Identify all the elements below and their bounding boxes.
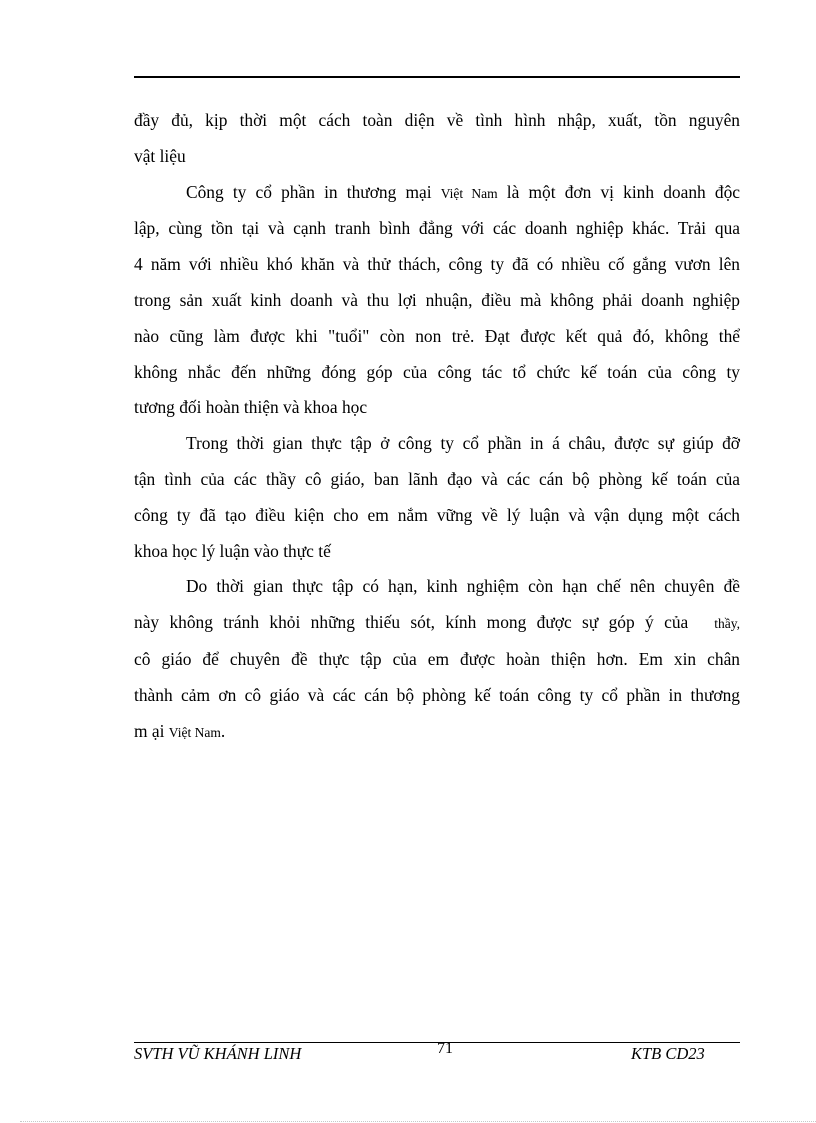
paragraph-3-line-2: tận tình của các thầy cô giáo, ban lãnh đạo và các cán bộ phòng kế toán của [134,468,740,489]
footer-author: SVTH VŨ KHÁNH LINH [134,1044,302,1063]
paragraph-4-line-1: Do thời gian thực tập có hạn, kinh nghiệm còn hạn chế nên chuyên đề [186,576,740,597]
header-rule [134,76,740,78]
page-number: 71 [437,1040,453,1057]
paragraph-2-line-2: lập, cùng tồn tại và cạnh tranh bình đẳng với các doanh nghiệp khác. Trải qua [134,218,740,239]
paragraph-4-line-5: m ại Việt Nam. [134,720,226,741]
paragraph-3-line-4: khoa học lý luận vào thực tế [134,540,331,561]
paragraph-3-line-3: công ty đã tạo điều kiện cho em nắm vững về lý luận và vận dụng một cách [134,504,740,525]
document-body [134,103,740,750]
paragraph-2-line-3: 4 năm với nhiều khó khăn và thử thách, công ty đã có nhiều cố gắng vươn lên [134,254,740,275]
paragraph-1-line-1: đầy đủ, kịp thời một cách toàn diện về tình hình nhập, xuất, tồn nguyên [134,110,740,130]
paragraph-3-line-1: Trong thời gian thực tập ở công ty cổ phần in á châu, được sự giúp đỡ [186,433,740,454]
page-edge-divider [20,1121,816,1122]
paragraph-4-line-2: này không tránh khỏi những thiếu sót, kính mong được sự góp ý của thầy, [134,612,740,633]
paragraph-2-line-6: không nhắc đến những đóng góp của công tác tổ chức kế toán của công ty [134,361,740,382]
paragraph-2-line-1: Công ty cổ phần in thương mại Việt Nam là một đơn vị kinh doanh độc [186,181,740,202]
paragraph-2-line-7: tương đối hoàn thiện và khoa học [134,397,368,418]
paragraph-4-line-4: thành cảm ơn cô giáo và các cán bộ phòng kế toán công ty cổ phần in thương [134,684,740,705]
paragraph-2-line-5: nào cũng làm được khi "tuổi" còn non trẻ. Đạt được kết quả đó, không thể [134,325,740,346]
footer-class-code: KTB CD23 [631,1044,705,1063]
paragraph-2-line-4: trong sản xuất kinh doanh và thu lợi nhuận, điều mà không phải doanh nghiệp [134,289,740,310]
paragraph-1-line-2: vật liệu [134,145,186,166]
paragraph-4-line-3: cô giáo để chuyên đề thực tập của em được hoàn thiện hơn. Em xin chân [134,648,740,669]
